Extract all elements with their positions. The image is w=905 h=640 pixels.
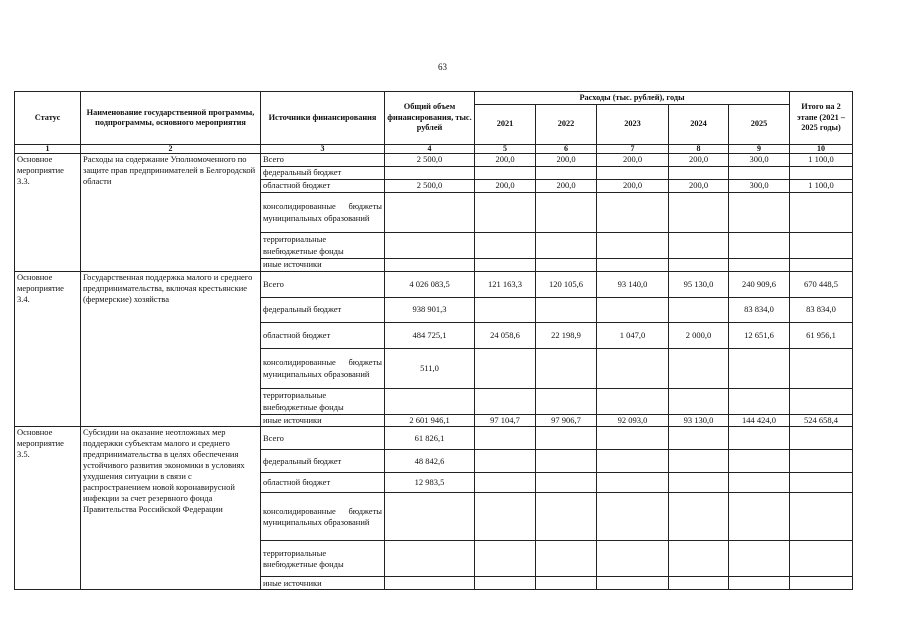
measure-name: Субсидии на оказание неотложных мер поддержки субъектам малого и среднего предпринимательства в целях обеспечения устойчивого развития экономики в условиях ухудшения ситуации в связи с распространением новой коронавирусной инфекции за счет резервного фонда Правительства Российской Федерации	[81, 427, 261, 590]
amount-cell	[475, 193, 536, 233]
amount-cell: 670 448,5	[790, 272, 853, 298]
amount-cell	[536, 427, 597, 450]
funding-source: областной бюджет	[261, 473, 385, 493]
amount-cell: 93 130,0	[669, 415, 729, 427]
amount-cell	[597, 541, 669, 577]
amount-cell	[385, 493, 475, 541]
measure-name: Государственная поддержка малого и среднего предпринимательства, включая крестьянские (фермерские) хозяйства	[81, 272, 261, 427]
column-number: 3	[261, 145, 385, 154]
amount-cell: 484 725,1	[385, 323, 475, 349]
funding-source: федеральный бюджет	[261, 450, 385, 473]
amount-cell	[385, 233, 475, 259]
amount-cell	[536, 193, 597, 233]
measure-status: Основное мероприятие 3.3.	[15, 154, 81, 272]
measure-status: Основное мероприятие 3.4.	[15, 272, 81, 427]
amount-cell	[597, 167, 669, 180]
amount-cell	[597, 389, 669, 415]
amount-cell	[475, 450, 536, 473]
amount-cell	[669, 577, 729, 590]
funding-source: федеральный бюджет	[261, 167, 385, 180]
amount-cell: 200,0	[536, 154, 597, 167]
amount-cell: 938 901,3	[385, 298, 475, 323]
amount-cell	[669, 233, 729, 259]
amount-cell: 97 906,7	[536, 415, 597, 427]
header-year: 2024	[669, 105, 729, 145]
amount-cell	[536, 233, 597, 259]
column-number: 9	[729, 145, 790, 154]
amount-cell	[597, 259, 669, 272]
funding-source: областной бюджет	[261, 180, 385, 193]
amount-cell	[669, 493, 729, 541]
amount-cell	[597, 473, 669, 493]
amount-cell	[669, 450, 729, 473]
amount-cell: 4 026 083,5	[385, 272, 475, 298]
amount-cell	[597, 577, 669, 590]
amount-cell: 1 100,0	[790, 154, 853, 167]
amount-cell	[597, 427, 669, 450]
amount-cell	[536, 577, 597, 590]
amount-cell: 2 500,0	[385, 180, 475, 193]
amount-cell	[536, 473, 597, 493]
amount-cell: 200,0	[669, 180, 729, 193]
amount-cell	[669, 349, 729, 389]
amount-cell: 511,0	[385, 349, 475, 389]
funding-source: территориальные внебюджетные фонды	[261, 389, 385, 415]
amount-cell	[669, 259, 729, 272]
funding-source: консолидированные бюджеты муниципальных образований	[261, 493, 385, 541]
amount-cell: 22 198,9	[536, 323, 597, 349]
amount-cell	[475, 493, 536, 541]
header-name: Наименование государственной программы, подпрограммы, основного мероприятия	[81, 92, 261, 145]
amount-cell	[536, 389, 597, 415]
amount-cell: 200,0	[597, 154, 669, 167]
amount-cell	[385, 259, 475, 272]
table-row	[15, 154, 853, 167]
funding-source: федеральный бюджет	[261, 298, 385, 323]
amount-cell: 120 105,6	[536, 272, 597, 298]
amount-cell	[475, 577, 536, 590]
amount-cell: 2 000,0	[669, 323, 729, 349]
amount-cell: 200,0	[475, 154, 536, 167]
funding-source: консолидированные бюджеты муниципальных образований	[261, 193, 385, 233]
amount-cell: 83 834,0	[729, 298, 790, 323]
amount-cell	[475, 259, 536, 272]
amount-cell: 24 058,6	[475, 323, 536, 349]
column-number: 6	[536, 145, 597, 154]
amount-cell	[536, 167, 597, 180]
column-number: 2	[81, 145, 261, 154]
header-stage-total: Итого на 2 этапе (2021 – 2025 годы)	[790, 92, 853, 145]
amount-cell	[475, 233, 536, 259]
amount-cell	[597, 233, 669, 259]
amount-cell	[729, 259, 790, 272]
funding-source: Всего	[261, 427, 385, 450]
amount-cell: 92 093,0	[597, 415, 669, 427]
header-sources: Источники финансирования	[261, 92, 385, 145]
financing-table	[14, 91, 853, 590]
amount-cell	[536, 259, 597, 272]
amount-cell: 61 826,1	[385, 427, 475, 450]
amount-cell	[729, 233, 790, 259]
amount-cell	[475, 473, 536, 493]
page-number: 63	[438, 62, 447, 72]
amount-cell	[729, 167, 790, 180]
amount-cell	[669, 541, 729, 577]
measure-status: Основное мероприятие 3.5.	[15, 427, 81, 590]
amount-cell	[669, 473, 729, 493]
amount-cell: 200,0	[475, 180, 536, 193]
amount-cell	[536, 349, 597, 389]
amount-cell: 48 842,6	[385, 450, 475, 473]
funding-source: территориальные внебюджетные фонды	[261, 541, 385, 577]
header-status: Статус	[15, 92, 81, 145]
table-body	[15, 145, 853, 590]
amount-cell: 93 140,0	[597, 272, 669, 298]
amount-cell: 121 163,3	[475, 272, 536, 298]
amount-cell: 1 100,0	[790, 180, 853, 193]
header-total: Общий объем финансирования, тыс. рублей	[385, 92, 475, 145]
amount-cell	[790, 167, 853, 180]
amount-cell	[729, 577, 790, 590]
amount-cell: 97 104,7	[475, 415, 536, 427]
amount-cell	[597, 298, 669, 323]
amount-cell: 61 956,1	[790, 323, 853, 349]
amount-cell	[790, 259, 853, 272]
amount-cell: 1 047,0	[597, 323, 669, 349]
table-row	[15, 272, 853, 298]
amount-cell	[669, 193, 729, 233]
amount-cell	[669, 427, 729, 450]
funding-source: территориальные внебюджетные фонды	[261, 233, 385, 259]
amount-cell	[597, 349, 669, 389]
amount-cell	[729, 450, 790, 473]
amount-cell: 524 658,4	[790, 415, 853, 427]
amount-cell	[536, 298, 597, 323]
amount-cell	[729, 541, 790, 577]
amount-cell	[790, 577, 853, 590]
amount-cell: 200,0	[669, 154, 729, 167]
funding-source: Всего	[261, 272, 385, 298]
header-year: 2025	[729, 105, 790, 145]
amount-cell	[790, 233, 853, 259]
amount-cell	[475, 349, 536, 389]
header-year: 2022	[536, 105, 597, 145]
amount-cell: 300,0	[729, 154, 790, 167]
amount-cell	[790, 493, 853, 541]
amount-cell	[669, 389, 729, 415]
amount-cell: 240 909,6	[729, 272, 790, 298]
amount-cell	[475, 298, 536, 323]
amount-cell	[597, 193, 669, 233]
amount-cell	[669, 298, 729, 323]
funding-source: консолидированные бюджеты муниципальных образований	[261, 349, 385, 389]
amount-cell	[790, 427, 853, 450]
amount-cell	[790, 389, 853, 415]
amount-cell	[385, 389, 475, 415]
amount-cell: 83 834,0	[790, 298, 853, 323]
amount-cell: 95 130,0	[669, 272, 729, 298]
column-number: 4	[385, 145, 475, 154]
amount-cell	[790, 541, 853, 577]
column-number: 7	[597, 145, 669, 154]
amount-cell	[385, 193, 475, 233]
funding-source: иные источники	[261, 415, 385, 427]
header-year: 2023	[597, 105, 669, 145]
funding-source: областной бюджет	[261, 323, 385, 349]
amount-cell	[385, 577, 475, 590]
amount-cell	[475, 167, 536, 180]
amount-cell	[597, 450, 669, 473]
header-expenses: Расходы (тыс. рублей), годы	[475, 92, 790, 105]
amount-cell	[729, 473, 790, 493]
amount-cell: 300,0	[729, 180, 790, 193]
column-number: 5	[475, 145, 536, 154]
amount-cell	[536, 450, 597, 473]
amount-cell: 12 651,6	[729, 323, 790, 349]
amount-cell	[475, 427, 536, 450]
header-year: 2021	[475, 105, 536, 145]
amount-cell	[790, 349, 853, 389]
amount-cell	[536, 493, 597, 541]
column-number: 8	[669, 145, 729, 154]
amount-cell	[536, 541, 597, 577]
funding-source: иные источники	[261, 577, 385, 590]
amount-cell	[597, 493, 669, 541]
column-number: 10	[790, 145, 853, 154]
funding-source: иные источники	[261, 259, 385, 272]
amount-cell: 2 601 946,1	[385, 415, 475, 427]
amount-cell: 144 424,0	[729, 415, 790, 427]
measure-name: Расходы на содержание Уполномоченного по защите прав предпринимателей в Белгородской области	[81, 154, 261, 272]
amount-cell	[729, 427, 790, 450]
amount-cell	[790, 193, 853, 233]
amount-cell	[669, 167, 729, 180]
table-row	[15, 427, 853, 450]
amount-cell: 200,0	[597, 180, 669, 193]
amount-cell: 12 983,5	[385, 473, 475, 493]
amount-cell	[729, 193, 790, 233]
amount-cell	[475, 389, 536, 415]
amount-cell	[790, 450, 853, 473]
funding-source: Всего	[261, 154, 385, 167]
column-number-row	[15, 145, 853, 154]
amount-cell	[729, 493, 790, 541]
amount-cell	[729, 349, 790, 389]
amount-cell	[385, 167, 475, 180]
column-number: 1	[15, 145, 81, 154]
amount-cell	[385, 541, 475, 577]
amount-cell	[790, 473, 853, 493]
amount-cell	[729, 389, 790, 415]
amount-cell	[475, 541, 536, 577]
amount-cell: 200,0	[536, 180, 597, 193]
amount-cell: 2 500,0	[385, 154, 475, 167]
